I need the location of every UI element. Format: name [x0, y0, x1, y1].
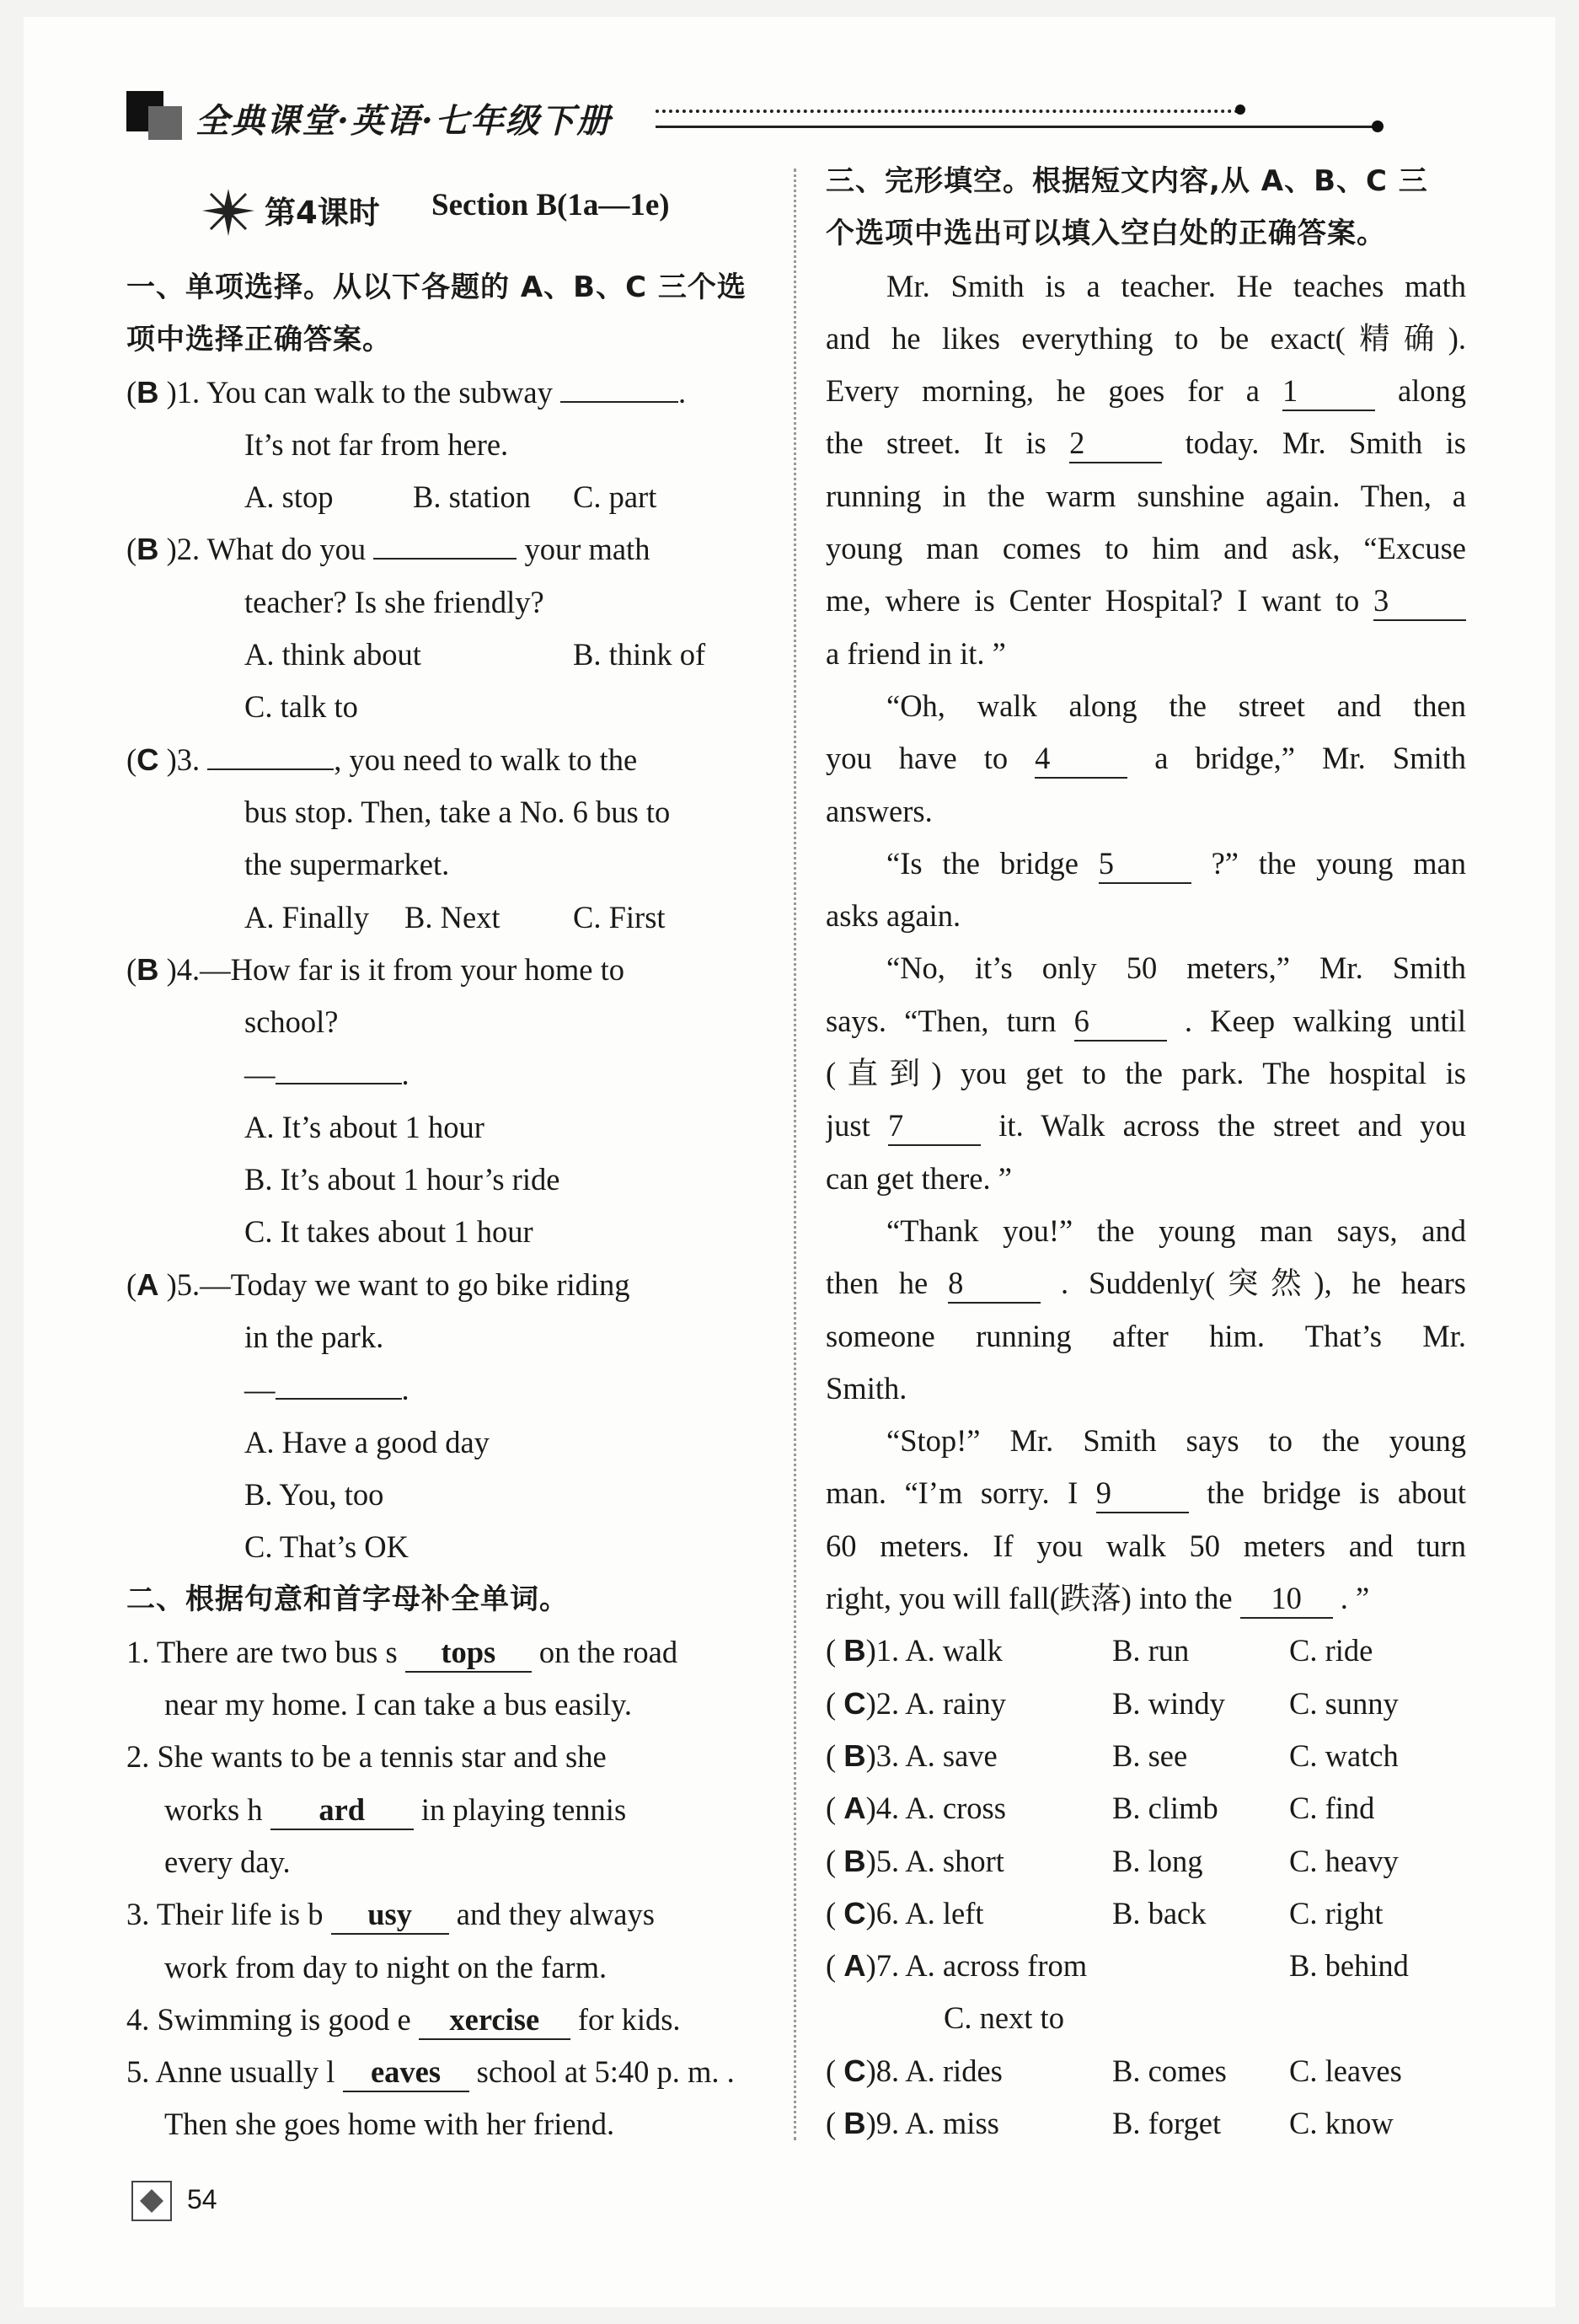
passage-line [826, 1153, 1466, 1205]
passage-text: “No, it’s only 50 meters,” Mr. Smith [886, 950, 1466, 986]
question-number: )3. [166, 742, 201, 777]
filled-answer: xercise [449, 2001, 540, 2037]
part1-heading: 一、单项选择。从以下各题的 A、B、C 三个选 [126, 270, 747, 304]
passage-text: a friend in it. ” [826, 635, 1006, 671]
question-text: your math [524, 532, 650, 567]
answer-mark: C [843, 1895, 866, 1930]
passage-line [826, 1310, 1466, 1363]
passage-text: says. “Then, turn [826, 1003, 1057, 1038]
option-c: C. First [573, 899, 666, 934]
question-number: )6. [865, 1895, 900, 1930]
answer-head: ( B)5. A. short [826, 1843, 1004, 1878]
passage-text: me, where is Center Hospital? I want to [826, 583, 1360, 618]
sentence-text: in playing tennis [420, 1791, 627, 1827]
passage-text: “Oh, walk along the street and then [886, 688, 1466, 723]
passage-line [826, 1257, 1466, 1309]
passage-text: you have to [826, 741, 1009, 776]
passage-text: the bridge is about [1207, 1475, 1466, 1511]
fill-sentence-5 [126, 2046, 767, 2098]
passage-text: ?” the young man [1211, 845, 1466, 881]
question-1: (B )1. You can walk to the subway . [126, 374, 687, 410]
lesson-label: 第4课时 [265, 195, 380, 231]
passage-text: Every morning, he goes for a [826, 373, 1260, 409]
sentence-text: for kids. [577, 2001, 681, 2037]
sentence-cont: work from day to night on the farm. [164, 1949, 608, 1984]
passage-text: along [1397, 373, 1466, 409]
passage-line [826, 522, 1466, 575]
page-diamond-icon [131, 2181, 172, 2221]
passage-text: man. “I’m sorry. I [826, 1475, 1079, 1511]
question-number: )7. [865, 1948, 900, 1984]
answer-mark: A [136, 1266, 159, 1302]
option-c: C. watch [1289, 1738, 1399, 1773]
option-b: B. station [413, 479, 531, 515]
passage-text: (直到) you get to the park. The hospital is [826, 1056, 1466, 1091]
option-c: C. part [573, 479, 657, 515]
cloze-blank: 10 [1240, 1580, 1333, 1619]
question-text: —Today we want to go bike riding [200, 1266, 630, 1302]
sentence-text: and they always [456, 1897, 655, 1932]
passage-text: right, you will fall(跌落) into the [826, 1581, 1233, 1616]
cloze-blank: 3 [1373, 582, 1466, 621]
header-dotted-rule [656, 110, 1245, 113]
answer-mark: B [136, 532, 159, 567]
passage-text: . Suddenly(突然), he hears [1061, 1266, 1466, 1301]
answer-blank [276, 1083, 402, 1084]
option-a: A. miss [905, 2105, 999, 2140]
passage-text: running in the warm sunshine again. Then, a [826, 478, 1466, 513]
passage-line [826, 995, 1466, 1047]
option-b: B. Next [404, 899, 500, 934]
fill-sentence-1 [126, 1626, 767, 1679]
question-text: You can walk to the subway [206, 374, 553, 410]
passage-text: Mr. Smith is a teacher. He teaches math [886, 268, 1466, 303]
question-number: )8. [865, 2053, 900, 2088]
option-c: C. find [1289, 1791, 1375, 1826]
cloze-blank: 4 [1035, 740, 1127, 779]
option-c: C. That’s OK [244, 1529, 409, 1565]
options-row [126, 681, 767, 733]
header-mark-shadow [148, 106, 182, 140]
cloze-blank: 9 [1096, 1475, 1189, 1513]
option-c: C. It takes about 1 hour [244, 1214, 533, 1250]
option-c: C. know [1289, 2105, 1394, 2140]
option-a: A. left [905, 1895, 984, 1930]
column-divider [794, 169, 796, 2140]
passage-line [826, 1467, 1466, 1519]
answer-head: ( B)9. A. miss [826, 2105, 999, 2140]
cloze-blank: 7 [888, 1107, 981, 1146]
part3-heading: 三、完形填空。根据短文内容,从 A、B、C 三 [826, 164, 1428, 198]
sentence-text: school at 5:40 p. m. . [476, 2054, 735, 2090]
option-b: B. back [1112, 1895, 1207, 1930]
cloze-answer-row [826, 2097, 1466, 2150]
answer-mark: B [843, 1843, 866, 1878]
passage-line [826, 1100, 1466, 1152]
passage-text: a bridge,” Mr. Smith [1154, 741, 1466, 776]
answer-line: — . [244, 1057, 409, 1092]
fill-sentence-3 [126, 1888, 767, 1941]
sentence-cont: every day. [164, 1844, 291, 1879]
question-2: (B )2. What do you your math [126, 532, 650, 567]
sentence-text: 3. Their life is b [126, 1897, 324, 1932]
option-a: A. Finally [244, 899, 370, 934]
fill-sentence-4 [126, 1994, 767, 2046]
question-number: )1. [865, 1633, 900, 1668]
answer-mark: B [843, 2105, 866, 2140]
option-b: B. You, too [244, 1476, 384, 1512]
question-text: —How far is it from your home to [200, 951, 624, 987]
lesson-section: Section B(1a—1e) [431, 188, 670, 222]
passage-line [826, 785, 1466, 838]
option-b: B. see [1112, 1738, 1188, 1773]
question-number: )5. [166, 1266, 201, 1302]
answer-blank [419, 2001, 570, 2040]
question-4: (B )4.—How far is it from your home to [126, 951, 624, 987]
passage-line [826, 628, 1466, 680]
option-b: B. think of [573, 637, 706, 672]
option-b: B. It’s about 1 hour’s ride [244, 1162, 560, 1197]
passage-line [826, 680, 1466, 732]
answer-blank [343, 2054, 469, 2092]
passage-line [826, 1572, 1466, 1625]
option-c: C. talk to [244, 689, 358, 725]
cloze-answer-row [826, 1835, 1466, 1888]
question-text-cont: the supermarket. [244, 847, 450, 882]
sentence-text: 5. Anne usually l [126, 2054, 335, 2090]
cloze-blank: 8 [948, 1265, 1041, 1304]
option-a: A. cross [905, 1791, 1006, 1826]
passage-text: 60 meters. If you walk 50 meters and turn [826, 1528, 1466, 1563]
filled-answer: eaves [370, 2054, 442, 2090]
part1-heading-cont: 项中选择正确答案。 [126, 323, 392, 357]
passage-text: “Stop!” Mr. Smith says to the young [886, 1423, 1466, 1459]
sentence-text: 4. Swimming is good e [126, 2001, 411, 2037]
sentence-text: on the road [538, 1634, 678, 1669]
passage-text: young man comes to him and ask, “Excuse [826, 531, 1466, 566]
option-b: B. windy [1112, 1685, 1225, 1721]
option-b: B. forget [1112, 2105, 1222, 2140]
answer-mark: C [843, 1685, 866, 1721]
left-column [126, 261, 767, 2151]
question-text: What do you [206, 532, 367, 567]
question-text-cont: school? [244, 1004, 339, 1040]
option-c: C. heavy [1289, 1843, 1399, 1878]
options-row [126, 629, 767, 681]
passage-line [826, 1047, 1466, 1100]
question-number: )2. [166, 532, 201, 567]
passage-text: can get there. ” [826, 1160, 1012, 1196]
option-c: C. next to [944, 2000, 1064, 2036]
cloze-blank: 2 [1069, 425, 1162, 463]
answer-mark: A [843, 1948, 866, 1984]
answer-head: ( A)4. A. cross [826, 1791, 1006, 1826]
answer-blank [270, 1791, 414, 1830]
cloze-answer-row [826, 1678, 1466, 1730]
answer-blank [331, 1896, 449, 1935]
option-a: A. Have a good day [244, 1424, 490, 1459]
option-a: A. rides [905, 2053, 1003, 2088]
page-number: 54 [187, 2184, 217, 2214]
option-a: A. It’s about 1 hour [244, 1109, 484, 1144]
answer-blank [405, 1634, 532, 1673]
question-number: )1. [166, 374, 201, 410]
question-number: )4. [166, 951, 201, 987]
question-number: )5. [865, 1843, 900, 1878]
option-c: C. leaves [1289, 2053, 1402, 2088]
option-c: C. ride [1289, 1633, 1373, 1668]
passage-line [826, 1520, 1466, 1572]
cloze-answer-row [826, 1888, 1466, 1940]
question-number: )2. [865, 1685, 900, 1721]
option-a: A. walk [905, 1633, 1003, 1668]
option-a: A. save [905, 1738, 998, 1773]
passage-line [826, 1205, 1466, 1257]
option-a: A. think about [244, 637, 421, 672]
sentence-text: 1. There are two bus s [126, 1634, 398, 1669]
answer-head: ( C)6. A. left [826, 1895, 984, 1930]
option-a: A. short [905, 1843, 1004, 1878]
options-row [126, 471, 767, 523]
question-number: )4. [865, 1791, 900, 1826]
passage-text: just [826, 1108, 870, 1143]
filled-answer: tops [441, 1634, 496, 1669]
answer-mark: B [136, 374, 159, 410]
answer-mark: C [843, 2053, 866, 2088]
sentence-cont: near my home. I can take a bus easily. [164, 1687, 633, 1722]
passage-line [826, 942, 1466, 994]
passage-line [826, 470, 1466, 522]
option-a: A. stop [244, 479, 334, 515]
filled-answer: ard [318, 1791, 366, 1827]
header-rule [656, 126, 1380, 128]
fill-sentence-2: 2. She wants to be a tennis star and she [126, 1739, 607, 1775]
question-text-cont: in the park. [244, 1319, 384, 1354]
passage-line [826, 417, 1466, 469]
passage-text: asks again. [826, 898, 961, 934]
cloze-answer-row [826, 1782, 1466, 1834]
cloze-blank: 1 [1282, 372, 1375, 411]
passage-line [826, 575, 1466, 627]
answer-blank [276, 1398, 402, 1400]
answer-mark: B [136, 951, 159, 987]
question-3: (C )3. , you need to walk to the [126, 742, 638, 777]
answer-blank [560, 401, 678, 403]
passage-text: answers. [826, 793, 933, 828]
passage-text: . Keep walking until [1184, 1003, 1466, 1038]
passage-text: and he likes everything to be exact(精确). [826, 320, 1466, 356]
option-b: B. comes [1112, 2053, 1227, 2088]
part2-heading: 二、根据句意和首字母补全单词。 [126, 1582, 569, 1617]
passage-text: then he [826, 1266, 929, 1301]
answer-head: ( C)2. A. rainy [826, 1685, 1006, 1721]
option-b: B. run [1112, 1633, 1190, 1668]
passage-line [826, 732, 1466, 784]
option-b: B. long [1112, 1843, 1203, 1878]
passage-text: the street. It is [826, 426, 1046, 461]
passage-line [826, 260, 1466, 313]
answer-head: ( C)8. A. rides [826, 2053, 1003, 2088]
passage-line [826, 890, 1466, 942]
answer-head: ( A)7. A. across from [826, 1948, 1088, 1984]
cloze-answer-row [826, 2045, 1466, 2097]
answer-head: ( B)1. A. walk [826, 1633, 1003, 1668]
option-b: B. climb [1112, 1791, 1218, 1826]
part3-heading-cont: 个选项中选出可以填入空白处的正确答案。 [826, 217, 1386, 251]
question-text-cont: bus stop. Then, take a No. 6 bus to [244, 794, 671, 829]
sentence-text: works h [164, 1791, 263, 1827]
filled-answer: usy [367, 1897, 412, 1932]
header-title: 全典课堂·英语·七年级下册 [195, 101, 612, 141]
passage-line [826, 838, 1466, 890]
sparkle-icon [199, 187, 258, 238]
passage-text: . ” [1340, 1581, 1370, 1616]
cloze-answer-row [826, 1940, 1466, 1992]
answer-mark: A [843, 1791, 866, 1826]
cloze-answer-row [826, 1625, 1466, 1677]
cloze-passage [826, 260, 1466, 1625]
answer-blank [373, 558, 517, 560]
option-a: A. rainy [905, 1685, 1006, 1721]
option-b: B. behind [1289, 1948, 1409, 1984]
passage-line [826, 1363, 1466, 1415]
passage-text: today. Mr. Smith is [1185, 426, 1466, 461]
option-c: C. sunny [1289, 1685, 1399, 1721]
cloze-answer-row-cont [826, 1992, 1466, 2044]
cloze-answers [826, 1625, 1466, 2150]
answer-head: ( B)3. A. save [826, 1738, 998, 1773]
passage-line [826, 365, 1466, 417]
right-column [826, 155, 1466, 2150]
question-number: )9. [865, 2105, 900, 2140]
passage-text: Smith. [826, 1370, 907, 1406]
answer-mark: B [843, 1738, 866, 1773]
cloze-blank: 5 [1099, 845, 1191, 884]
passage-text: someone running after him. That’s Mr. [826, 1318, 1466, 1353]
question-text: , you need to walk to the [334, 742, 638, 777]
answer-blank [207, 768, 334, 770]
sentence-cont: Then she goes home with her friend. [164, 2107, 615, 2142]
header-dot [1235, 104, 1245, 115]
passage-line [826, 1415, 1466, 1467]
answer-mark: C [136, 742, 159, 777]
answer-mark: B [843, 1633, 866, 1668]
question-text-cont: teacher? Is she friendly? [244, 584, 544, 619]
options-row [126, 892, 767, 944]
question-number: )3. [865, 1738, 900, 1773]
passage-line [826, 313, 1466, 365]
option-c: C. right [1289, 1895, 1384, 1930]
option-a: A. across from [905, 1948, 1088, 1984]
cloze-blank: 6 [1074, 1003, 1167, 1042]
passage-text: “Thank you!” the young man says, and [886, 1213, 1466, 1248]
passage-text: “Is the bridge [886, 845, 1079, 881]
header-dot-end [1372, 120, 1384, 132]
answer-line: — . [244, 1372, 409, 1407]
cloze-answer-row [826, 1730, 1466, 1782]
passage-text: it. Walk across the street and you [998, 1108, 1466, 1143]
question-text-cont: It’s not far from here. [244, 426, 509, 462]
sentence-cont [126, 1784, 767, 1836]
question-5: (A )5.—Today we want to go bike riding [126, 1266, 630, 1302]
